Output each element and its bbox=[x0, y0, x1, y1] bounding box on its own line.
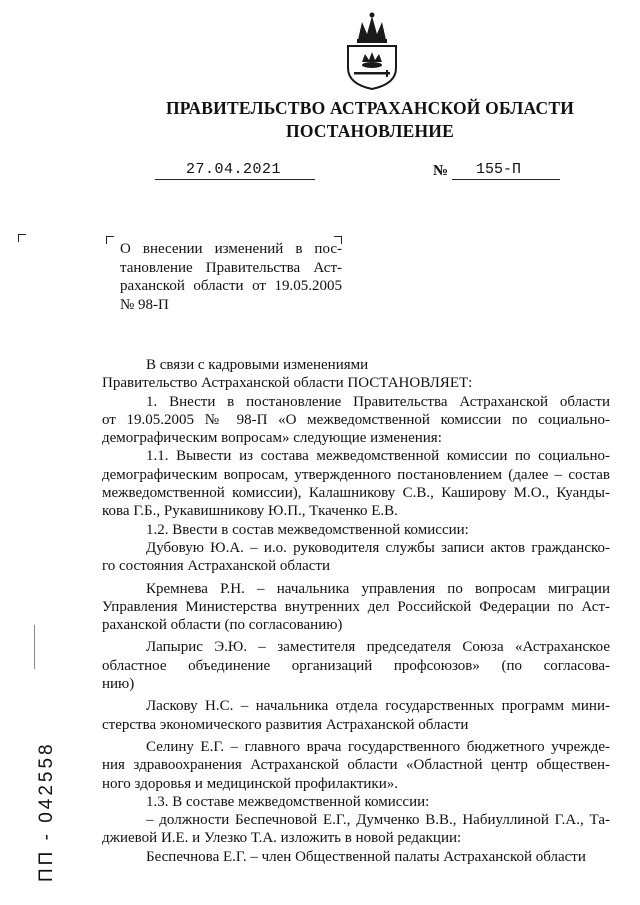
body-line: Селину Е.Г. – главного врача государственного бюджетного учрежде- bbox=[146, 738, 610, 755]
body-line: 1.3. В составе межведомственной комиссии: bbox=[146, 793, 430, 810]
body-line: стерства экономического развития Астраханской области bbox=[102, 716, 469, 733]
subject-line: тановление Правительства Аст- bbox=[120, 259, 342, 276]
body-line: кова Г.Б., Рукавишникову Ю.П., Ткаченко Е.В. bbox=[102, 503, 398, 520]
body-line: ного здоровья и медицинской профилактики». bbox=[102, 775, 399, 792]
serial-number: ПП - 042558 bbox=[36, 741, 57, 882]
body-line: го состояния Астраханской области bbox=[102, 558, 330, 575]
subject-line: № 98-П bbox=[120, 296, 169, 313]
body-line: джиевой И.Е. и Улезко Т.А. изложить в новой редакции: bbox=[102, 830, 462, 847]
body-line: 1.1. Вывести из состава межведомственной комиссии по социально- bbox=[146, 448, 610, 465]
body-line: Дубовую Ю.А. – и.о. руководителя службы записи актов гражданско- bbox=[146, 539, 610, 556]
body-line: нию) bbox=[102, 676, 135, 693]
body-line: Ласкову Н.С. – начальника отдела государственных программ мини- bbox=[146, 698, 610, 715]
left-corner-mark bbox=[18, 234, 26, 242]
subject-line: О внесении изменений в пос- bbox=[120, 241, 342, 257]
body-line: Лапырис Э.Ю. – заместителя председателя Союза «Астраханское bbox=[146, 639, 610, 656]
body-line: Правительство Астраханской области ПОСТАНОВЛЯЕТ: bbox=[102, 375, 473, 392]
document-subject bbox=[120, 240, 342, 314]
body-line: межведомственной комиссии), Калашникову С.В., Каширову М.О., Куанды- bbox=[102, 485, 610, 502]
subject-line: раханской области от 19.05.2005 bbox=[120, 278, 342, 294]
body-line: ния здравоохранения Астраханской области «Областной центр обществен- bbox=[102, 757, 610, 774]
body-line: областное объединение организаций профсоюзов» (по согласова- bbox=[102, 657, 610, 674]
body-line: Управления Министерства внутренних дел Российской Федерации по Аст- bbox=[102, 598, 610, 615]
body-line: Кремнева Р.Н. – начальника управления по вопросам миграции bbox=[146, 580, 610, 597]
date-underline bbox=[155, 179, 315, 180]
document-number: 155-П bbox=[476, 161, 522, 178]
organization-name: ПРАВИТЕЛЬСТВО АСТРАХАНСКОЙ ОБЛАСТИ bbox=[165, 98, 575, 118]
body-line: демографическим вопросам, утвержденного постановлением (далее – состав bbox=[102, 466, 610, 483]
body-line: от 19.05.2005 № 98-П «О межведомственной комиссии по социально- bbox=[102, 411, 610, 428]
margin-mark bbox=[34, 625, 35, 669]
body-line: Беспечнова Е.Г. – член Общественной палаты Астраханской области bbox=[146, 848, 586, 865]
number-sign: № bbox=[433, 163, 449, 179]
document-date: 27.04.2021 bbox=[186, 161, 282, 178]
coat-of-arms-icon bbox=[344, 10, 400, 90]
body-line: 1.2. Ввести в состав межведомственной комиссии: bbox=[146, 521, 469, 538]
body-line: В связи с кадровыми изменениями bbox=[146, 357, 369, 373]
document-type: ПОСТАНОВЛЕНИЕ bbox=[286, 121, 454, 141]
document-body bbox=[102, 356, 610, 866]
body-line: раханской области (по согласованию) bbox=[102, 617, 343, 634]
body-line: – должности Беспечновой Е.Г., Думченко В.В., Набиуллиной Г.А., Та- bbox=[146, 812, 610, 829]
number-underline bbox=[452, 179, 560, 180]
body-line: демографическим вопросам» следующие изменения: bbox=[102, 430, 442, 447]
subject-open-corner bbox=[106, 236, 114, 244]
body-line: 1. Внести в постановление Правительства Астраханской области bbox=[146, 393, 610, 410]
serial-number-block bbox=[14, 712, 57, 882]
